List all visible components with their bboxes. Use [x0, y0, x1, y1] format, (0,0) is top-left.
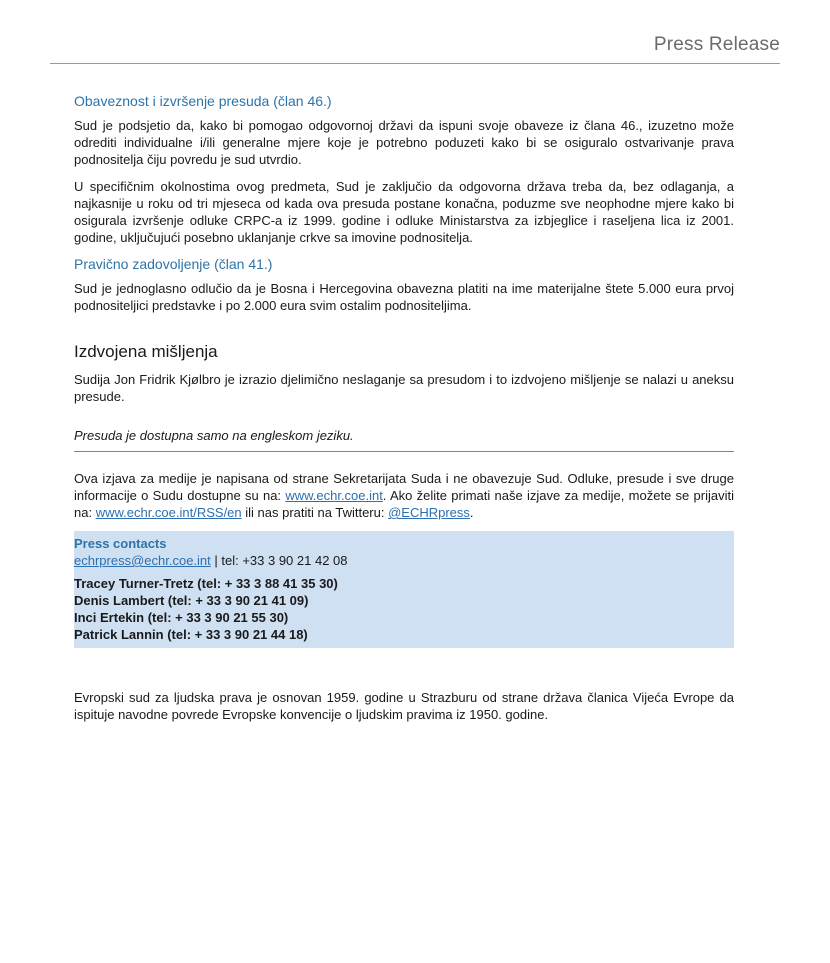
press-contacts-email-line — [74, 552, 734, 569]
contact-person: Denis Lambert (tel: + 33 3 90 21 41 09) — [74, 593, 309, 608]
section-heading-execution: Obaveznost i izvršenje presuda (član 46.) — [74, 93, 332, 109]
media-note — [74, 470, 734, 521]
contact-person: Inci Ertekin (tel: + 33 3 90 21 55 30) — [74, 610, 289, 625]
press-email-link[interactable]: echrpress@echr.coe.int — [74, 553, 211, 568]
echr-website-link[interactable]: www.echr.coe.int — [285, 488, 383, 503]
press-contacts-title: Press contacts — [74, 536, 167, 551]
section-divider — [74, 451, 734, 452]
availability-note: Presuda je dostupna samo na engleskom jeziku. — [74, 428, 354, 443]
media-note-text-4: . — [469, 505, 474, 520]
press-contacts-box — [74, 531, 734, 648]
contact-person: Tracey Turner-Tretz (tel: + 33 3 88 41 35 30) — [74, 576, 338, 591]
media-note-text-3: ili nas pratiti na Twitteru: — [241, 505, 389, 520]
contact-person: Patrick Lannin (tel: + 33 3 90 21 44 18) — [74, 627, 308, 642]
press-email-tel: | tel: +33 3 90 21 42 08 — [210, 553, 348, 568]
section-heading-satisfaction: Pravično zadovoljenje (član 41.) — [74, 256, 273, 272]
media-note-text-2: . Ako želite primati naše izjave za medije, možete se prijaviti na: — [74, 488, 734, 520]
rss-link[interactable]: www.echr.coe.int/RSS/en — [95, 505, 242, 520]
twitter-link[interactable]: @ECHRpress — [388, 505, 470, 520]
header-title: Press Release — [653, 34, 780, 55]
paragraph-opinions: Sudija Jon Fridrik Kjølbro je izrazio djelimično neslaganje sa presudom i to izdvojeno mišljenje se nalazi u aneksu presude. — [74, 372, 734, 404]
paragraph-execution-1: Sud je podsjetio da, kako bi pomogao odgovornoj državi da ispuni svoje obaveze iz člana 46., izuzetno može odrediti individualne i/ili generalne mjere koje je potrebno poduzeti kako bi se osiguralo ostvarivanje prava podnositelja čiju povredu je sud utvrdio. — [74, 118, 734, 167]
paragraph-satisfaction: Sud je jednoglasno odlučio da je Bosna i Hercegovina obavezna platiti na ime materijalne štete 5.000 eura prvoj podnositeljici predstavke i po 2.000 eura svim ostalim podnositeljima. — [74, 281, 734, 313]
main-content — [74, 93, 734, 723]
media-note-text-1: Ova izjava za medije je napisana od strane Sekretarijata Suda i ne obavezuje Sud. Odluke, presude i sve druge informacije o Sudu dostupne su na: — [74, 471, 734, 503]
section-heading-opinions: Izdvojena mišljenja — [74, 342, 218, 361]
paragraph-execution-2: U specifičnim okolnostima ovog predmeta, Sud je zaključio da odgovorna država treba da, bez odlaganja, a najkasnije u roku od tri mjeseca od kada ova presuda postane konačna, poduzme sve neophodne mjere kako bi osigurala izvršenje odluke CRPC-a iz 1999. godine i odluke Ministarstva za izbjeglice i raseljena lica iz 2001. godine, uključujući posebno uklanjanje crkve sa imovine podnositelja. — [74, 179, 734, 245]
footer-paragraph: Evropski sud za ljudska prava je osnovan 1959. godine u Strazburu od strane država članica Vijeća Evrope da ispituje navodne povrede Evropske konvencije o ljudskim pravima iz 1950. godine. — [74, 690, 734, 722]
header-divider — [50, 63, 780, 64]
